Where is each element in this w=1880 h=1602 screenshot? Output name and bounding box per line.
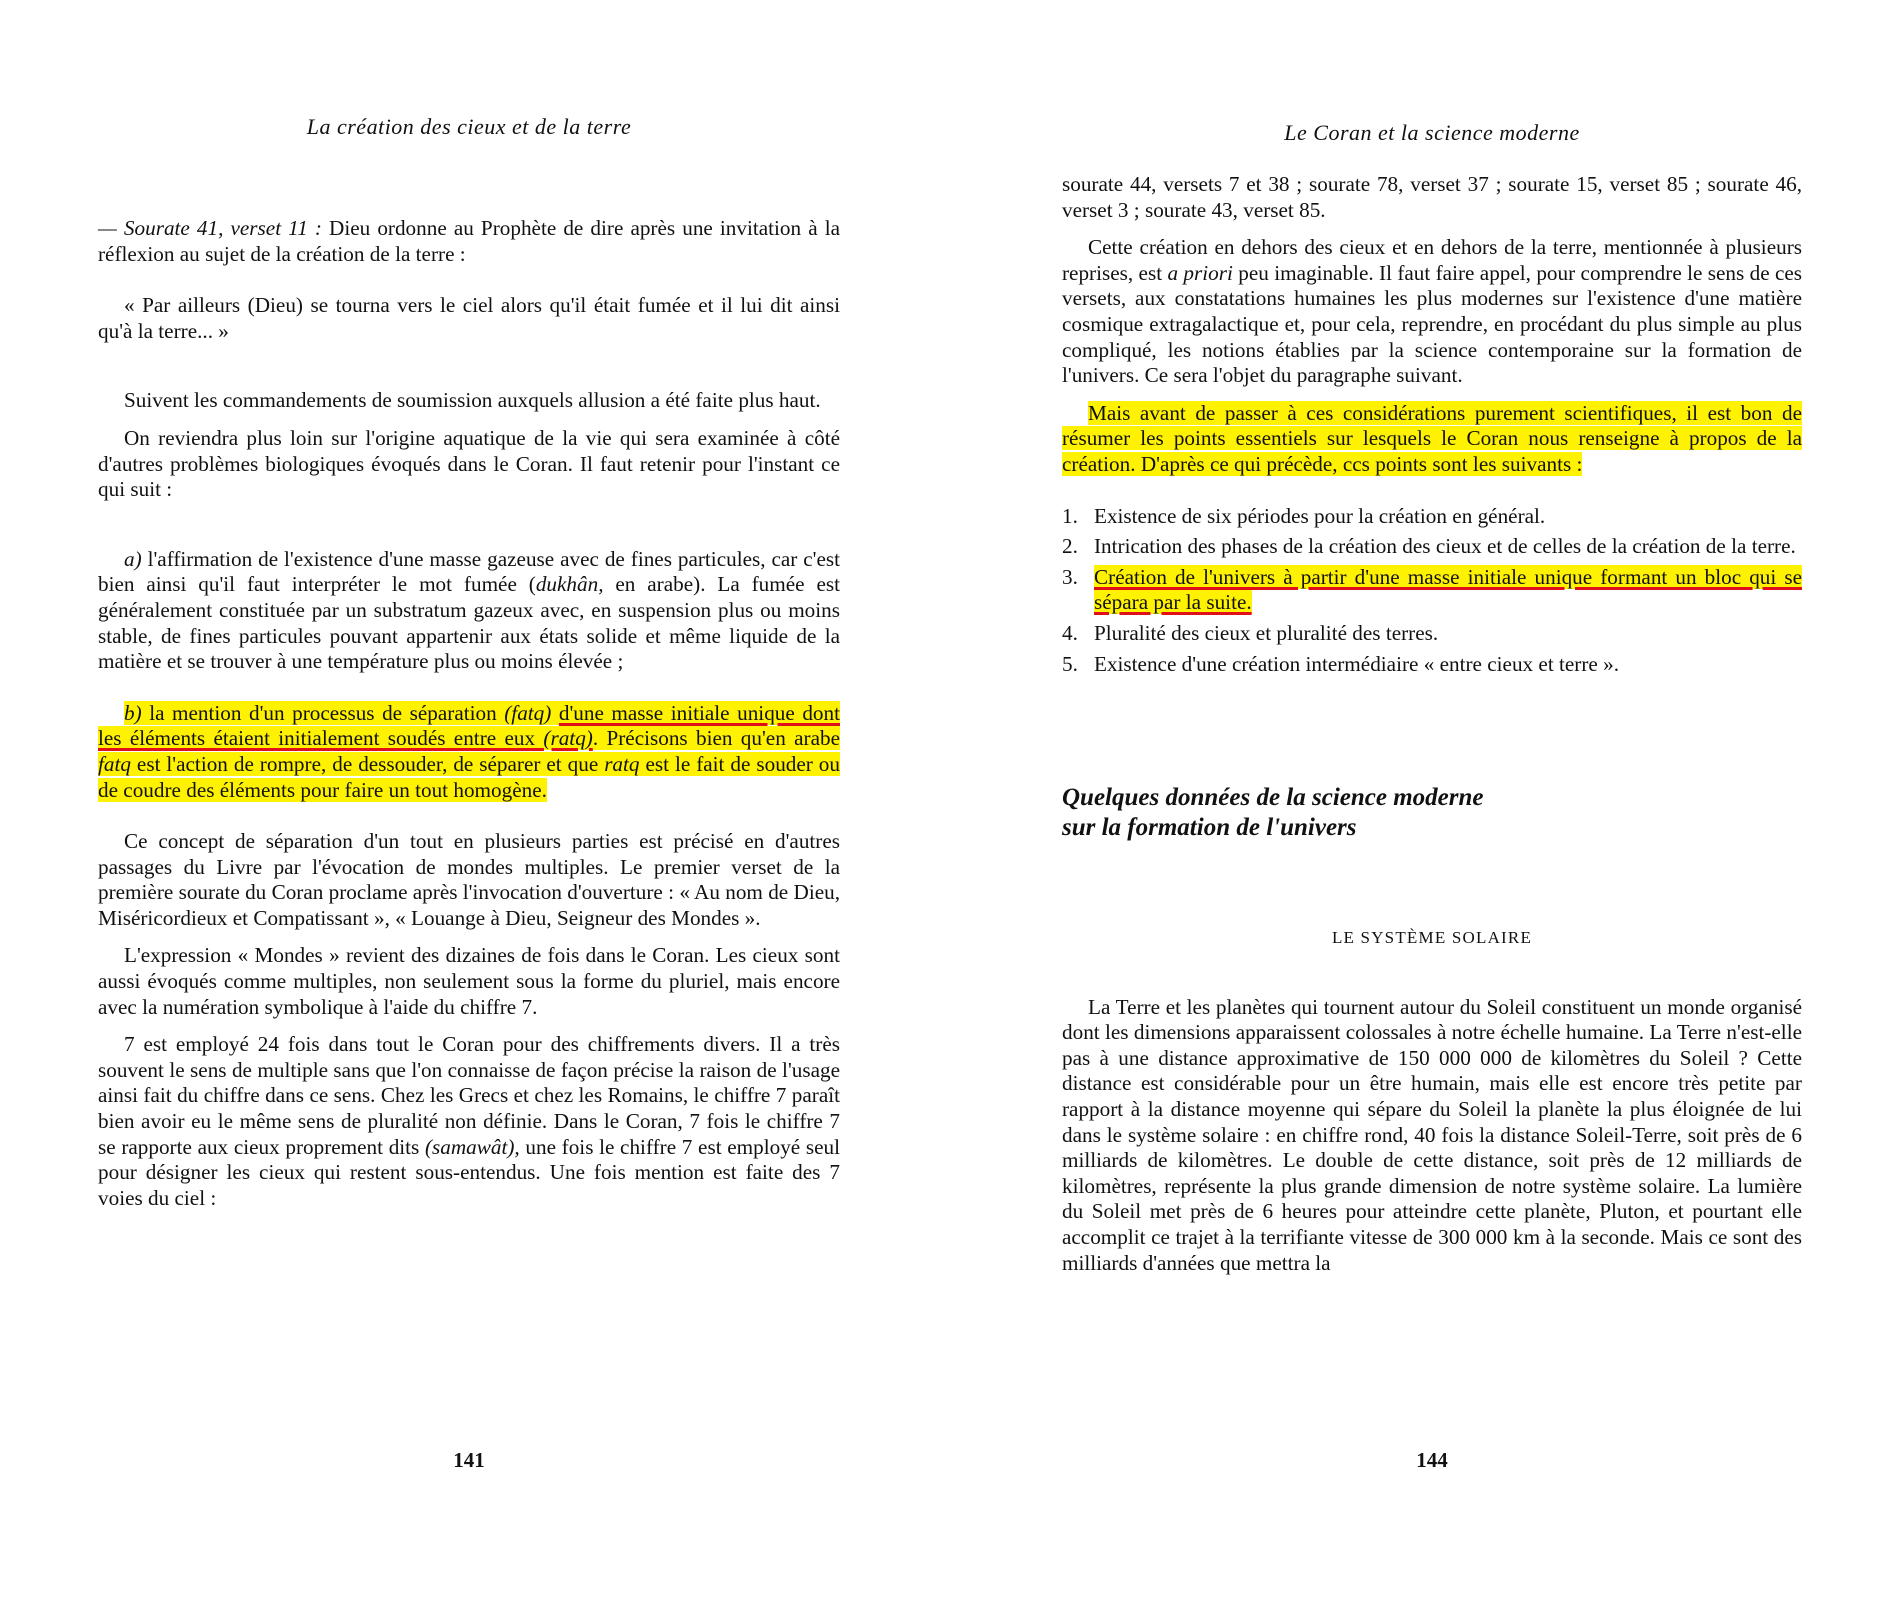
highlight-point-3 bbox=[1062, 564, 1802, 615]
point-b bbox=[98, 701, 840, 803]
sept-term: (samawât), bbox=[424, 1134, 520, 1159]
paragraph-sept bbox=[98, 1032, 840, 1211]
point-a-text-2: en arabe). La fumée est généralement constituée par un substratum gazeux avec, en suspension plus ou moins stable, de fines particules pouvant appartenir aux états solide et même liquide de la matière et se trouver à une température plus ou moins élevée ; bbox=[98, 572, 840, 674]
list-item-number: 2. bbox=[1062, 534, 1078, 559]
list-item-number: 5. bbox=[1062, 651, 1078, 676]
paragraph-creation bbox=[1062, 235, 1802, 389]
creation-text-1: Cette création en dehors des cieux et en dehors de la terre, mentionnée à plusieurs reprises, est bbox=[1062, 235, 1802, 285]
point-b-ratq: (ratq) bbox=[543, 726, 593, 751]
paragraph-terre: La Terre et les planètes qui tournent autour du Soleil constituent un monde organisé dont les dimensions apparaissent colossales à notre échelle humaine. La Terre n'est-elle pas à une distance approximative de 150 000 000 de kilomètres du Soleil ? Cette distance est considérable pour un être humain, mais elle est encore très petite par rapport à la distance moyenne qui sépare du Soleil la planète la plus éloignée de lui dans le système solaire : en chiffre rond, 40 fois la distance Soleil-Terre, soit près de 6 milliards de kilomètres. Le double de cette distance, soit près de 12 milliards de kilomètres, représente la plus grande dimension de notre système solaire. La lumière du Soleil met près de 6 heures pour atteindre cette planète, Pluton, et pourtant elle accomplit ce trajet à la terrifiante vitesse de 300 000 km à la seconde. Mais ce sont des milliards d'années que mettra la bbox=[1062, 994, 1802, 1275]
list-item-number: 1. bbox=[1062, 503, 1078, 528]
section-title-line-2: sur la formation de l'univers bbox=[1062, 814, 1357, 842]
list-item bbox=[1062, 504, 1802, 530]
point-b-text-1: la mention d'un processus de séparation bbox=[141, 700, 505, 725]
paragraph-concept: Ce concept de séparation d'un tout en plusieurs parties est précisé en d'autres passages du Livre par l'évocation de mondes multiples. Le premier verset de la première sourate du Coran proclame après l'invocation d'ouverture : « Au nom de Dieu, Miséricordieux et Compatissant », « Louange à Dieu, Seigneur des Mondes ». bbox=[98, 829, 840, 930]
point-b-label: b) bbox=[124, 700, 142, 725]
paragraph-references: sourate 44, versets 7 et 38 ; sourate 78, verset 37 ; sourate 15, verset 85 ; sourate 46, verset 3 ; sourate 43, verset 85. bbox=[1062, 172, 1802, 222]
point-b-fatq-2: fatq bbox=[98, 751, 131, 776]
list-item bbox=[1062, 621, 1802, 647]
point-b-text-4: est l'action de rompre, de dessouder, de séparer et que bbox=[130, 751, 605, 776]
running-head: Le Coran et la science moderne bbox=[1284, 120, 1580, 145]
left-page bbox=[98, 0, 840, 1602]
highlight-point-b bbox=[98, 701, 840, 802]
page-number: 144 bbox=[1416, 1448, 1448, 1472]
list-item bbox=[1062, 652, 1802, 678]
list-item-text: Existence de six périodes pour la création en général. bbox=[1094, 503, 1546, 528]
paragraph-sourate bbox=[98, 216, 840, 267]
point-a-text-1: l'affirmation de l'existence d'une masse gazeuse avec de fines particules, car c'est bien ainsi qu'il faut interpréter le mot fumée ( bbox=[98, 546, 840, 597]
underlined-text: d'une masse initiale unique dont les éléments étaient initialement soudés entre eux bbox=[98, 700, 841, 751]
list-item-number: 4. bbox=[1062, 620, 1078, 645]
list-item-number: 3. bbox=[1062, 564, 1078, 589]
list-item-text: Pluralité des cieux et pluralité des terres. bbox=[1094, 620, 1439, 645]
list-item-text: Création de l'univers à partir d'une masse initiale unique formant un bloc qui se sépara par la suite. bbox=[1094, 564, 1802, 615]
list-item bbox=[1062, 534, 1802, 560]
page-number: 141 bbox=[453, 1448, 485, 1472]
subheading: LE SYSTÈME SOLAIRE bbox=[1331, 928, 1533, 948]
point-b-text-5: est le fait de souder ou de coudre des éléments pour faire un tout homogène. bbox=[98, 751, 840, 802]
sept-text-1: 7 est employé 24 fois dans tout le Coran pour des chiffrements divers. Il a très souvent le sens de multiple sans que l'on connaisse de façon précise la raison de l'usage ainsi fait du chiffre dans ce sens. Chez les Grecs et chez les Romains, le chiffre 7 paraît bien avoir eu le même sens de pluralité non définie. Dans le Coran, 7 fois le chiffre 7 se rapporte aux cieux proprement dits bbox=[98, 1032, 840, 1159]
paragraph-suivent: Suivent les commandements de soumission auxquels allusion a été faite plus haut. bbox=[124, 388, 821, 413]
list-item-text: Existence d'une création intermédiaire « entre cieux et terre ». bbox=[1094, 651, 1620, 676]
list-item-highlighted bbox=[1062, 565, 1802, 616]
running-head: La création des cieux et de la terre bbox=[306, 114, 632, 139]
point-b-text-3: . Précisons bien qu'en arabe bbox=[592, 726, 840, 751]
point-a-label: a) bbox=[124, 546, 142, 571]
section-title-line-1: Quelques données de la science moderne bbox=[1062, 784, 1484, 812]
sept-text-2: une fois le chiffre 7 est employé seul pour désigner les cieux qui restent sous-entendus. Une fois mention est faite des 7 voies du ciel : bbox=[98, 1134, 840, 1210]
creation-text-2: peu imaginable. Il faut faire appel, pour comprendre le sens de ces versets, aux constatations humaines les plus modernes sur l'existence d'une matière cosmique extragalactique et, pour cela, reprendre, en procédant du plus simple au plus compliqué, les notions établies par la science contemporaine sur la formation de l'univers. Ce sera l'objet du paragraphe suivant. bbox=[1062, 260, 1803, 388]
point-a bbox=[98, 547, 840, 675]
paragraph-expression: L'expression « Mondes » revient des dizaines de fois dans le Coran. Les cieux sont aussi évoqués comme multiples, non seulement sous la forme du pluriel, mais encore avec la numération symbolique à l'aide du chiffre 7. bbox=[98, 943, 840, 1019]
section-title bbox=[1062, 783, 1802, 843]
sourate-text: Dieu ordonne au Prophète de dire après une invitation à la réflexion au sujet de la création de la terre : bbox=[98, 216, 840, 266]
paragraph-reviendra: On reviendra plus loin sur l'origine aquatique de la vie qui sera examinée à côté d'autres problèmes biologiques évoqués dans le Coran. Il faut retenir pour l'instant ce qui suit : bbox=[98, 425, 840, 502]
sourate-reference: — Sourate 41, verset 11 : bbox=[98, 216, 322, 240]
point-b-fatq: (fatq) bbox=[504, 700, 552, 725]
paragraph-mais bbox=[1062, 401, 1802, 478]
right-page-body bbox=[1062, 172, 1802, 1276]
highlight-mais: Mais avant de passer à ces considérations purement scientifiques, il est bon de résumer les points essentiels sur lesquels le Coran nous renseigne à propos de la création. D'après ce qui précède, ccs points sont les suivants : bbox=[1062, 400, 1802, 476]
quote-paragraph: « Par ailleurs (Dieu) se tourna vers le ciel alors qu'il était fumée et il lui dit ainsi qu'à la terre... » bbox=[98, 293, 840, 343]
point-b-ratq-2: ratq bbox=[604, 751, 640, 776]
right-page bbox=[1062, 0, 1802, 1602]
points-list bbox=[1062, 504, 1802, 678]
list-item-text: Intrication des phases de la création des cieux et de celles de la création de la terre. bbox=[1094, 534, 1796, 559]
a-priori-term: a priori bbox=[1167, 260, 1233, 285]
point-a-term: dukhân, bbox=[535, 572, 604, 597]
point-b-text-2 bbox=[551, 701, 559, 725]
left-page-body bbox=[98, 216, 840, 1211]
